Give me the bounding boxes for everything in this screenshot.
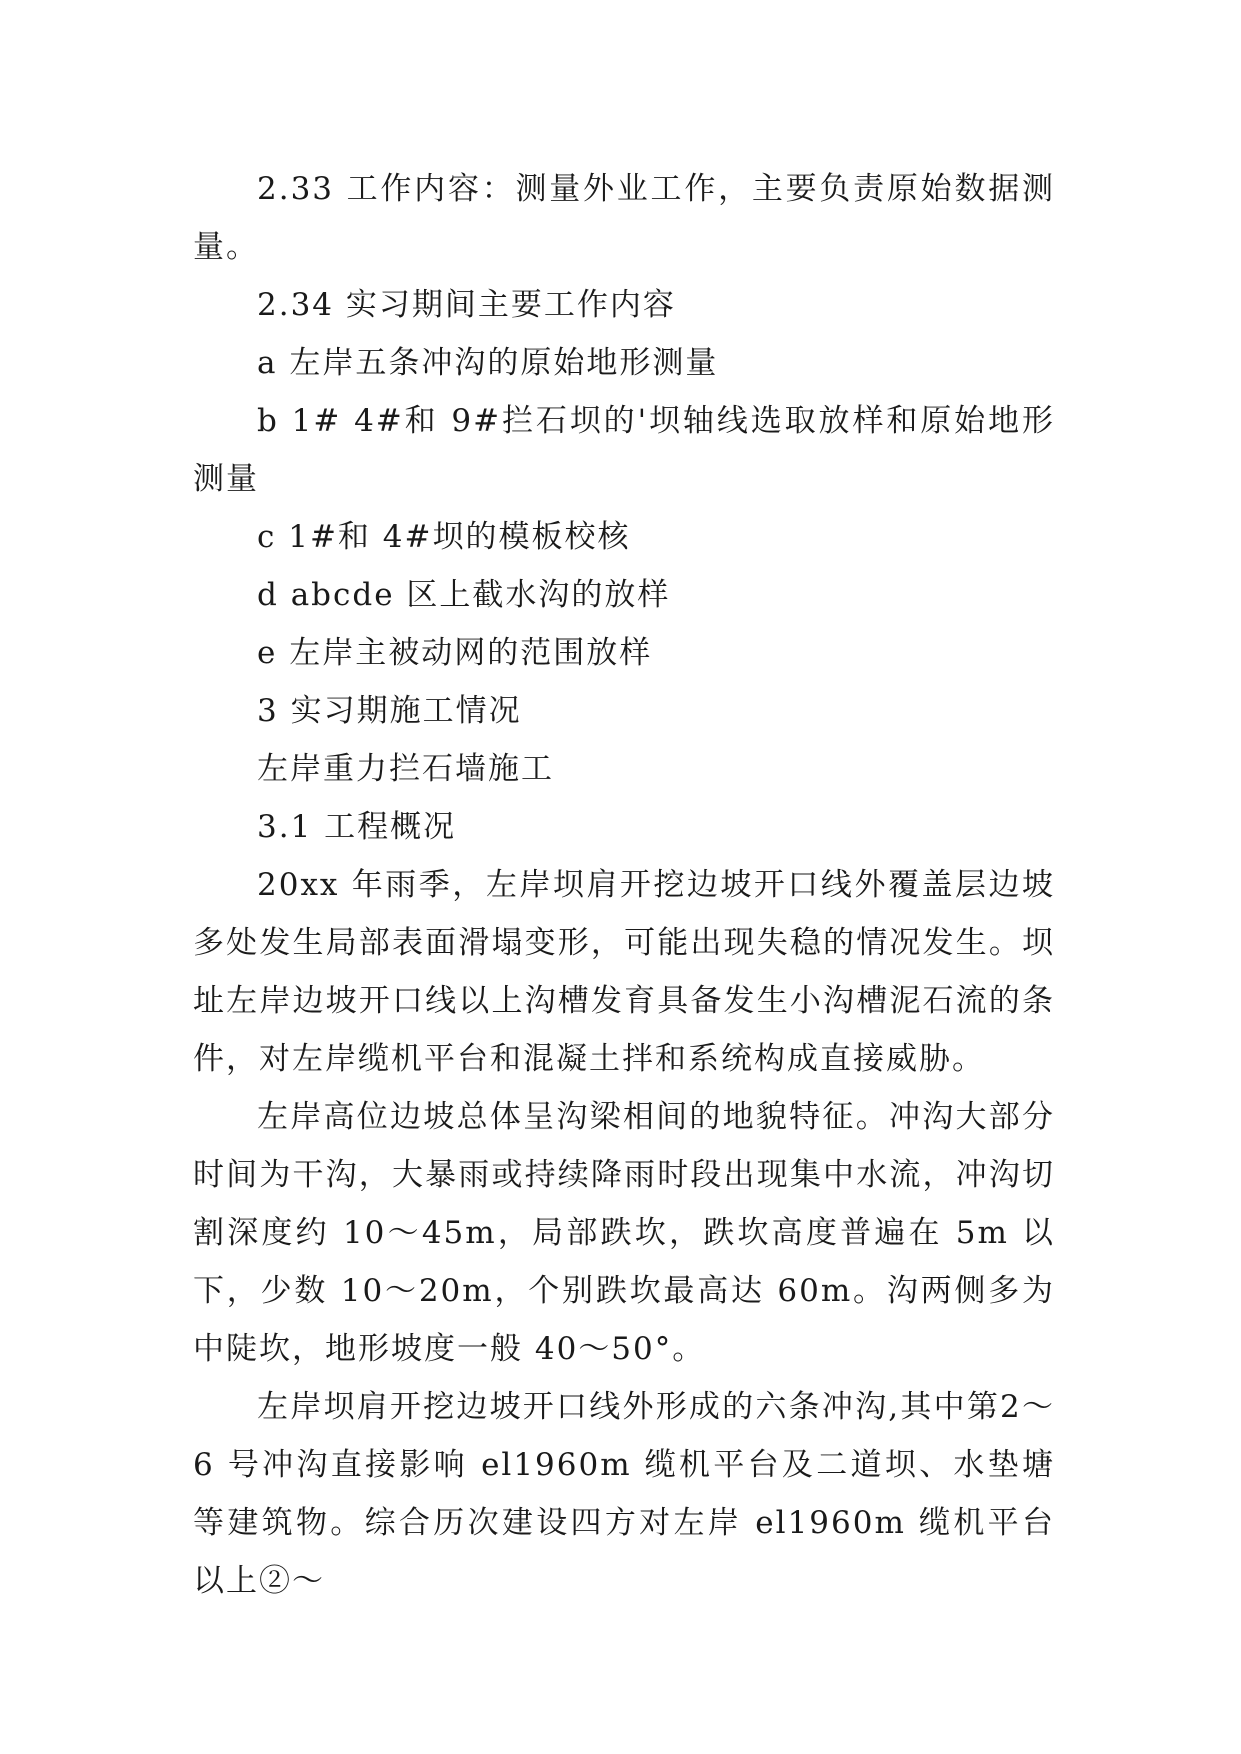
paragraph-slope-features: 左岸高位边坡总体呈沟梁相间的地貌特征。冲沟大部分时间为干沟，大暴雨或持续降雨时段出现集中水流，冲沟切割深度约 10～45m，局部跌坎，跌坎高度普遍在 5m 以下，少数 10～20m，个别跌坎最高达 60m。沟两侧多为中陡坎，地形坡度一般 40～50°。 [193, 1099, 1055, 1367]
section-heading-overview: 3.1 工程概况 [257, 809, 457, 845]
paragraph-work-content: 2.33 工作内容：测量外业工作，主要负责原始数据测量。 [193, 171, 1055, 265]
paragraph-main-work-heading: 2.34 实习期间主要工作内容 [257, 287, 676, 323]
paragraph-six-gullies: 左岸坝肩开挖边坡开口线外形成的六条冲沟,其中第2～6 号冲沟直接影响 el1960m 缆机平台及二道坝、水垫塘等建筑物。综合历次建设四方对左岸 el1960m 缆机平台以上②～ [193, 1389, 1055, 1599]
document-body [193, 160, 1055, 1610]
list-item-a: a 左岸五条冲沟的原始地形测量 [257, 345, 719, 381]
paragraph-rainy-season: 20xx 年雨季，左岸坝肩开挖边坡开口线外覆盖层边坡多处发生局部表面滑塌变形，可能出现失稳的情况发生。坝址左岸边坡开口线以上沟槽发育具备发生小沟槽泥石流的条件，对左岸缆机平台和混凝土拌和系统构成直接威胁。 [193, 867, 1055, 1077]
subheading-retaining-wall: 左岸重力拦石墙施工 [257, 751, 554, 787]
list-item-b: b 1# 4#和 9#拦石坝的'坝轴线选取放样和原始地形测量 [193, 403, 1055, 497]
list-item-d: d abcde 区上截水沟的放样 [257, 577, 671, 613]
list-item-c: c 1#和 4#坝的模板校核 [257, 519, 631, 555]
list-item-e: e 左岸主被动网的范围放样 [257, 635, 653, 671]
section-heading-construction: 3 实习期施工情况 [257, 693, 522, 729]
